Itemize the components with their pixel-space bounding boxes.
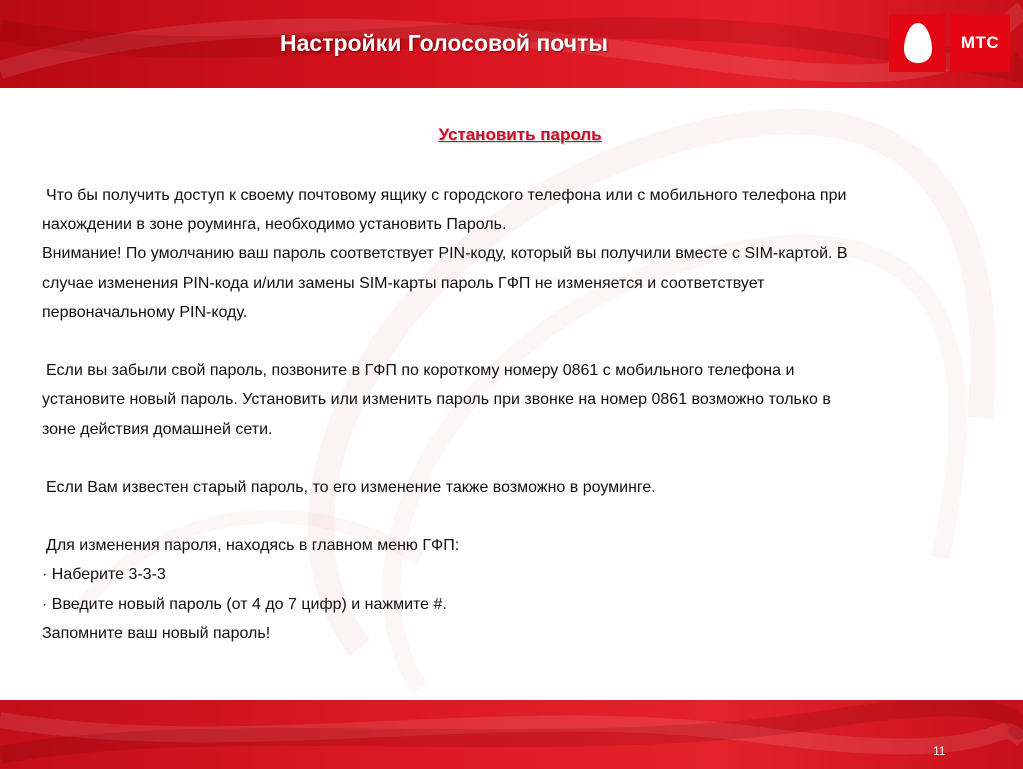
footer-swoosh-decoration <box>0 700 1023 769</box>
list-item: · Введите новый пароль (от 4 до 7 цифр) и нажмите #. <box>42 595 447 613</box>
slide-footer <box>0 700 1023 769</box>
paragraph-line: Если Вам известен старый пароль, то его изменение также возможно в роуминге. <box>46 478 656 496</box>
closing-line: Запомните ваш новый пароль! <box>42 624 271 642</box>
paragraph-spacer <box>42 327 992 356</box>
logo-brand-text: МТС <box>950 14 1010 72</box>
page-number: 11 <box>933 744 946 758</box>
paragraph-line: нахождении в зоне роуминга, необходимо установить Пароль. <box>42 216 507 234</box>
paragraph-spacer <box>42 444 992 473</box>
logo-egg-box <box>889 14 946 72</box>
paragraph-line: случае изменения PIN-кода и/или замены SIM-карты пароль ГФП не изменяется и соответствует <box>42 274 765 292</box>
section-heading: Установить пароль <box>438 125 602 144</box>
paragraph-line: Если вы забыли свой пароль, позвоните в ГФП по короткому номеру 0861 с мобильного телефона и <box>46 362 795 380</box>
paragraph-line: Для изменения пароля, находясь в главном меню ГФП: <box>46 537 460 555</box>
slide-header <box>0 0 1023 88</box>
paragraph-line: Внимание! По умолчанию ваш пароль соответствует PIN-коду, который вы получили вместе с SIM-картой. В <box>42 245 848 263</box>
slide-title: Настройки Голосовой почты <box>280 30 609 56</box>
egg-icon <box>903 22 933 64</box>
list-item: · Наберите 3-3-3 <box>42 566 166 584</box>
paragraph-line: Что бы получить доступ к своему почтовому ящику с городского телефона или с мобильного телефона при <box>46 187 847 204</box>
mts-logo <box>889 14 1010 72</box>
body-text <box>42 181 992 648</box>
paragraph-line: первоначальному PIN-коду. <box>42 303 248 321</box>
paragraph-line: установите новый пароль. Установить или изменить пароль при звонке на номер 0861 возможно только в <box>42 391 831 409</box>
paragraph-spacer <box>42 502 992 531</box>
slide-content <box>0 88 1023 700</box>
paragraph-line: зоне действия домашней сети. <box>42 420 273 438</box>
